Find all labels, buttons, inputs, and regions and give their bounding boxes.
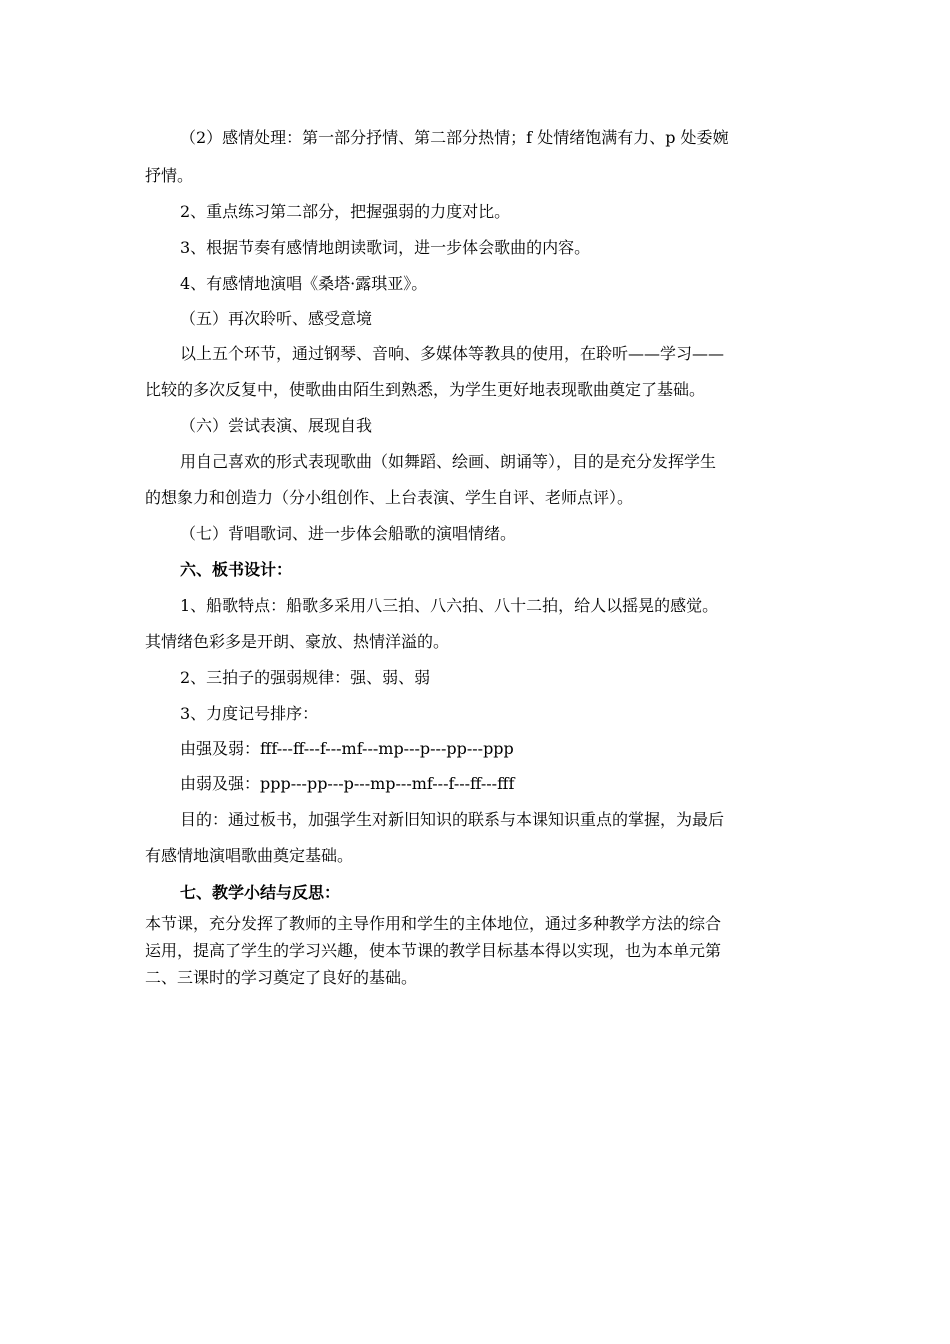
paragraph-line: 4、有感情地演唱《桑塔·露琪亚》。 [180, 274, 428, 293]
paragraph-line: 以上五个环节，通过钢琴、音响、多媒体等教具的使用，在聆听——学习—— [180, 344, 725, 363]
paragraph-line: 运用，提高了学生的学习兴趣，使本节课的教学目标基本得以实现，也为本单元第 [145, 941, 722, 960]
section-subheading: （七）背唱歌词、进一步体会船歌的演唱情绪。 [180, 524, 517, 543]
dynamics-line: 由弱及强：ppp---pp---p---mp---mf---f---ff---fff [180, 774, 515, 793]
paragraph-line: （2）感情处理：第一部分抒情、第二部分热情；f 处情绪饱满有力、p 处委婉 [180, 128, 729, 147]
paragraph-line: 3、根据节奏有感情地朗读歌词，进一步体会歌曲的内容。 [180, 238, 591, 257]
paragraph-line: 抒情。 [145, 166, 194, 185]
paragraph-line: 用自己喜欢的形式表现歌曲（如舞蹈、绘画、朗诵等），目的是充分发挥学生 [180, 452, 717, 471]
paragraph-line: 其情绪色彩多是开朗、豪放、热情洋溢的。 [145, 632, 450, 651]
paragraph-line: 目的：通过板书，加强学生对新旧知识的联系与本课知识重点的掌握，为最后 [180, 810, 725, 829]
paragraph-line: 有感情地演唱歌曲奠定基础。 [145, 846, 354, 865]
paragraph-line: 本节课，充分发挥了教师的主导作用和学生的主体地位，通过多种教学方法的综合 [145, 914, 722, 933]
paragraph-line: 3、力度记号排序： [180, 704, 319, 723]
section-subheading: （六）尝试表演、展现自我 [180, 416, 373, 435]
dynamics-line: 由强及弱：fff---ff---f---mf---mp---p---pp---ppp [180, 739, 514, 758]
paragraph-line: 的想象力和创造力（分小组创作、上台表演、学生自评、老师点评）。 [145, 488, 634, 507]
section-subheading: （五）再次聆听、感受意境 [180, 309, 373, 328]
section-heading: 六、板书设计： [180, 560, 293, 579]
section-heading: 七、教学小结与反思： [180, 883, 341, 902]
paragraph-line: 二、三课时的学习奠定了良好的基础。 [145, 968, 418, 987]
paragraph-line: 1、船歌特点：船歌多采用八三拍、八六拍、八十二拍，给人以摇晃的感觉。 [180, 596, 719, 615]
paragraph-line: 比较的多次反复中，使歌曲由陌生到熟悉，为学生更好地表现歌曲奠定了基础。 [145, 380, 706, 399]
paragraph-line: 2、三拍子的强弱规律：强、弱、弱 [180, 668, 431, 687]
paragraph-line: 2、重点练习第二部分，把握强弱的力度对比。 [180, 202, 511, 221]
